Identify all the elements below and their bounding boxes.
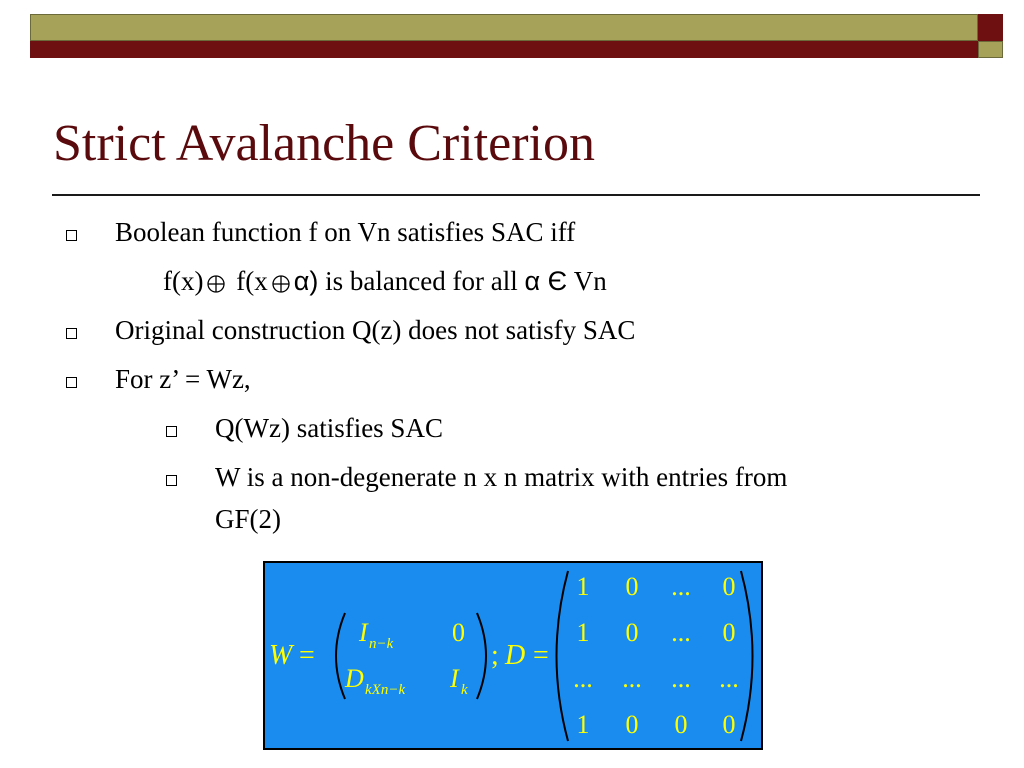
d-matrix-cell: ...: [573, 664, 593, 693]
title-divider: [52, 194, 980, 196]
d-matrix-cell: ...: [671, 618, 691, 647]
corner-block-olive: [978, 41, 1003, 58]
formula-eq: =: [299, 640, 315, 671]
formula-d: D: [505, 640, 526, 671]
alpha-text: α): [293, 266, 319, 296]
bullet-text: Boolean function f on Vn satisfies SAC iff: [115, 217, 576, 247]
header-bar-maroon: [30, 41, 978, 58]
w-entry-Ik-sub: k: [461, 682, 468, 698]
w-entry-D-sub: kXn−k: [365, 682, 406, 698]
w-entry-0: 0: [452, 618, 465, 647]
d-matrix-cell: ...: [719, 664, 739, 693]
d-matrix-cell: 0: [625, 710, 639, 739]
w-entry-I: I: [359, 618, 368, 647]
w-entry-Ik: I: [450, 664, 459, 693]
w-entry-D: D: [345, 664, 364, 693]
fx-text: f(x): [163, 266, 204, 296]
d-matrix-cell: 0: [625, 572, 639, 601]
d-matrix-cell: 0: [722, 710, 736, 739]
sub-bullet-square-icon: [166, 426, 177, 437]
d-matrix-cell: ...: [671, 664, 691, 693]
formula-w: W: [269, 640, 293, 671]
d-matrix-cell: ...: [671, 572, 691, 601]
sub-bullet-text: W is a non-degenerate n x n matrix with entries from: [215, 462, 788, 492]
d-matrix-left-paren: [557, 571, 569, 741]
d-matrix-entries: [573, 572, 739, 739]
matrix-formula-box: [263, 561, 763, 750]
d-matrix-cell: 0: [722, 618, 736, 647]
bullet-text: For z’ = Wz,: [115, 364, 251, 394]
header-bar-olive: [30, 14, 978, 41]
xor-icon: [271, 274, 291, 294]
sub-bullet-text-cont: GF(2): [215, 504, 281, 534]
w-entry-I-sub: n−k: [369, 636, 394, 652]
d-matrix-cell: 1: [576, 710, 590, 739]
fx-shift-text: f(x: [236, 266, 268, 296]
d-matrix-right-paren: [741, 571, 753, 741]
formula-eq: =: [533, 640, 549, 671]
w-matrix-right-paren: [477, 613, 486, 699]
d-matrix-cell: 0: [722, 572, 736, 601]
d-matrix-cell: 1: [576, 618, 590, 647]
sac-condition-line: [163, 268, 607, 295]
d-matrix-cell: 0: [674, 710, 688, 739]
alpha-in-text: α Є: [524, 266, 568, 296]
matrix-formula: [265, 563, 761, 748]
sub-bullet-text: Q(Wz) satisfies SAC: [215, 413, 443, 443]
formula-semicolon: ;: [491, 640, 499, 671]
bullet-square-icon: [66, 230, 77, 241]
d-matrix-cell: 0: [625, 618, 639, 647]
d-matrix-cell: 1: [576, 572, 590, 601]
bullet-text: Original construction Q(z) does not satisfy SAC: [115, 315, 636, 345]
slide-title: Strict Avalanche Criterion: [53, 115, 595, 172]
d-matrix-cell: ...: [622, 664, 642, 693]
w-matrix-left-paren: [336, 613, 345, 699]
sub-bullet-square-icon: [166, 475, 177, 486]
bullet-square-icon: [66, 377, 77, 388]
bullet-square-icon: [66, 328, 77, 339]
vn-text: Vn: [567, 266, 607, 296]
balanced-text: is balanced for all: [318, 266, 525, 296]
corner-block-maroon: [978, 14, 1003, 41]
xor-icon: [206, 274, 226, 294]
